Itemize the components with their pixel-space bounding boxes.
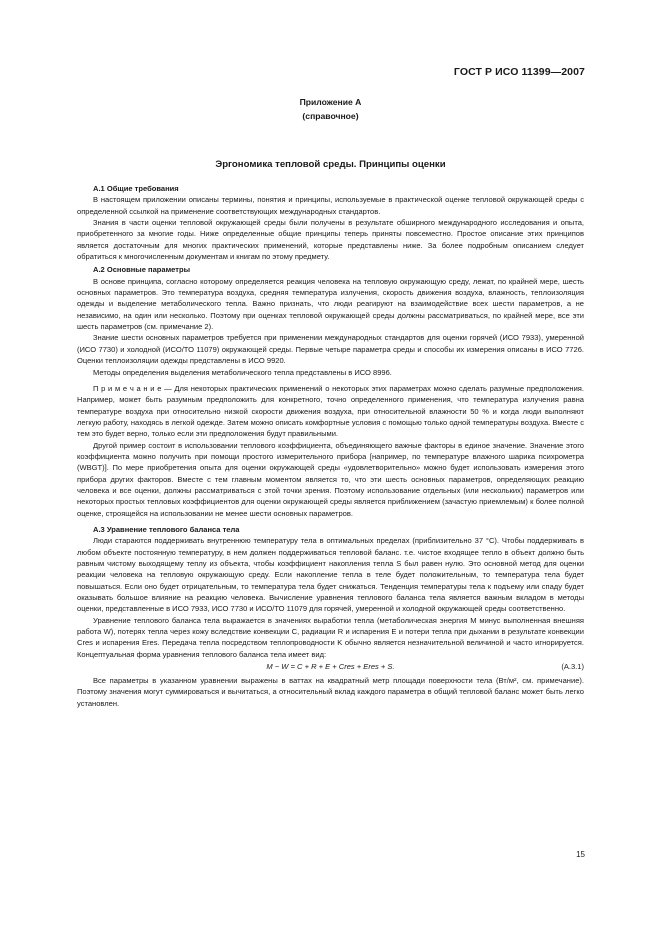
section-a2-paragraph: Методы определения выделения метаболического тепла представлены в ИСО 8996. [93, 367, 392, 377]
equation-expression: M − W = C + R + E + Cres + Eres + S. [266, 662, 395, 672]
section-a2-paragraph: Знание шести основных параметров требуется при применении международных стандартов для оценки горячей (ИСО 7933), умеренной (ИСО 7730) и холодной (ИСО/ТО 11079) окружающей среды. Первые четыре параметра среды и способы их измерения описаны в ИСО 7726. Оценки теплоизоляции одежды представлены в ИСО 9920. [77, 333, 584, 366]
section-a2-heading: А.2 Основные параметры [93, 265, 191, 275]
section-a2-paragraph: Другой пример состоит в использовании теплового коэффициента, объединяющего важные факторы в единое значение. Значение этого коэффициента можно получить при помощи простого измерительного прибора [например, по температуре влажного шарика психрометра (WBGT)]. По мере приобретения опыта для оценки окружающей среды «удовлетворительно» можно будет использовать измерения этого прибора других факторов. Вместе с тем главным моментом является то, что эти шесть основных параметров, определяющих реакцию человека и все оценки, должны рассматриваться с этой точки зрения. Поэтому использование отдельных (или нескольких) параметров или некоторых простых тепловых коэффициентов для оценки окружающей среды является приближением (зачастую приемлемым) к более полной оценке, строящейся на использовании не менее шести основных параметров. [77, 440, 584, 518]
main-title: Эргономика тепловой среды. Принципы оценки [215, 159, 446, 170]
section-a1-heading: А.1 Общие требования [93, 184, 179, 193]
note-paragraph [77, 383, 584, 440]
appendix-heading [0, 95, 661, 123]
standard-header: ГОСТ Р ИСО 11399—2007 [453, 66, 585, 78]
section-a1-paragraph: Знания в части оценки тепловой окружающей среды были получены в результате обширного международного исследования и опыта, приобретенного за многие годы. Ниже определенные общие принципы теперь приняты повсеместно. Простое описание этих принципов является достаточным для многих практических применений, которые представлены ниже. За более подробным описанием следует обратиться к многочисленным документам и книгам по этому предмету. [77, 218, 584, 262]
section-a3-paragraph: Все параметры в указанном уравнении выражены в ваттах на квадратный метр площади поверхности тела (Вт/м², см. примечание). Поэтому значения могут суммироваться и вычитаться, а относительный вклад каждого параметра в общий тепловой баланс может быть легко установлен. [77, 676, 584, 708]
page-number: 15 [576, 850, 585, 859]
heat-balance-equation [77, 660, 584, 675]
note-text: — Для некоторых практических применений о некоторых этих параметрах можно сделать разумные предположения. Например, может быть разумным предположить для конкретного, точно определенного применения, что температура излучения равна температуре воздуха при относительно низкой скорости движения воздуха, при относительной влажности 50 % и когда люди выполняют легкую работу, находясь в легкой одежде. Затем можно описать комфортные условия с помощью только одной температуры воздуха. Вместе с тем это будет верно, только если эти предположения будут правильными. [77, 383, 584, 439]
section-a3-heading: А.3 Уравнение теплового баланса тела [93, 524, 240, 534]
section-a1-paragraph: В настоящем приложении описаны термины, понятия и принципы, используемые в практической оценке тепловой окружающей среды с определенной ссылкой на применение соответствующих международных стандартов. [77, 195, 584, 216]
appendix-title: Приложение А [299, 97, 362, 107]
equation-number: (А.3.1) [561, 662, 584, 672]
note-label: П р и м е ч а н и е [93, 383, 162, 393]
section-a3-paragraph: Люди стараются поддерживать внутреннюю температуру тела в оптимальных пределах (приблизительно 37 °С). Чтобы поддерживать в любом объекте постоянную температуру, в нем должен поддерживаться тепловой баланс. т.е. чистое входящее тепло в объект должно быть равным чистому выходящему теплу из объекта, чтобы коэффициент накопления тепла S был равен нулю. Это основной метод для оценки реакции человека на тепловую окружающую среду. Если накопление тепла в теле будет положительным, то температура тела будет повышаться. Если оно будет отрицательным, то температура тела будет снижаться. Тенденция температуры тела к подъему или спаду будет оказывать большое влияние на реакцию человека. Вычисление уравнения теплового баланса тела является важным вкладом в методы оценки, представленные в ИСО 7933, ИСО 7730 и ИСО/ТО 11079 для горячей, умеренной и холодной окружающей среды соответственно. [77, 536, 584, 614]
section-a2-paragraph: В основе принципа, согласно которому определяется реакция человека на тепловую окружающую среду, лежат, по крайней мере, шесть основных параметров. Это температура воздуха, средняя температура излучения, скорость движения воздуха, влажность, теплоизоляция одежды и выделение метаболического тепла. Важно признать, что люди реагируют на взаимодействие всех шести параметров, а не независимо, на один или несколько. Поэтому при оценках тепловой окружающей среды должны рассматриваться, по крайней мере, все эти шесть параметров (см. примечание 2). [77, 276, 584, 332]
document-body [77, 181, 584, 709]
appendix-subtitle: (справочное) [302, 111, 359, 121]
section-a3-paragraph: Уравнение теплового баланса тела выражается в значениях выработки тепла (метаболическая энергия M минус выполненная внешняя работа W), потерях тепла через кожу вследствие конвекции C, радиации R и испарения E и потери тепла при дыхании в результате конвекции Cres и испарения Eres. Передача тепла посредством теплопроводности K обычно является незначительной величиной и часто игнорируется. Концептуальная форма уравнения теплового баланса тела имеет вид: [77, 615, 584, 659]
